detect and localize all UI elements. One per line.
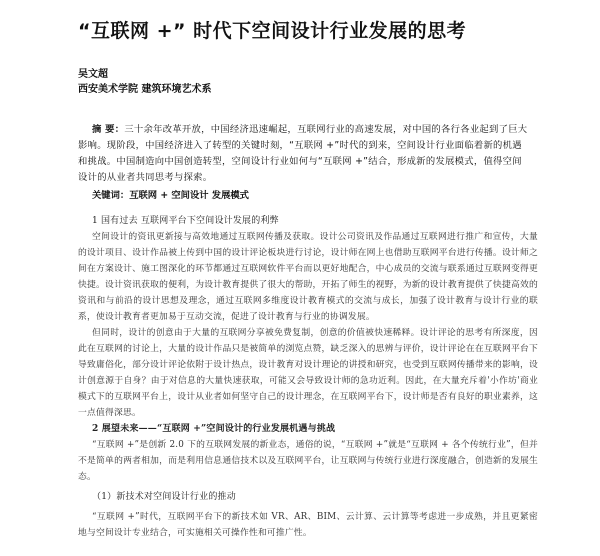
keywords-text: 互联网 + 空间设计 发展模式 [129, 190, 249, 201]
author-name: 吴文超 [78, 69, 108, 80]
abstract-label: 摘 要： [92, 124, 125, 135]
keywords [92, 187, 249, 201]
keywords-label: 关键词： [92, 190, 130, 201]
section-1-heading: 1 国有过去 互联网平台下空间设计发展的利弊 [92, 216, 279, 226]
abstract [78, 122, 528, 186]
paragraph-1: 空间设计的资讯更新接与高效地通过互联网传播及获取。设计公司资讯及作品通过互联网进行推广和宣传，大量的设计项目、设计作品被上传到中国的设计评论板块进行讨论，设计师在网上也借助互联网平台进行传播。设计师之间在方案设计、施工图深化的环节都通过互联网软件平台而以更好地配合，中心成员的交流与联系通过互联网变得更快捷。设计资讯获取的便利，为设计教育提供了很大的帮助，开拓了师生的视野，为新的设计教育提供了快捷高效的资讯和与前沿的设计思想及理念，通过互联网多维度设计教育模式的交流与成长，加强了设计教育与设计行业的联系，使设计教育者更加易于互动交流，促进了设计教育与行业的协调发展。 [78, 232, 538, 322]
paper-body [78, 213, 538, 541]
author-affiliation: 西安美术学院 建筑环境艺术系 [78, 84, 212, 95]
paper-title: “互联网 +” 时代下空间设计行业发展的思考 [78, 20, 467, 42]
paragraph-2: 但同时，设计的创意由于大量的互联网分享被免费复制，创意的价值被快速稀释。设计评论的思考有所深度，因此在互联网的讨论上，大量的设计作品只是被简单的浏览点赞，缺乏深入的思辨与评价，设计评论在在互联网平台下导致庸俗化，部分设计评论依附于设计热点，设计教育对设计理论的讲授和研究，也受到互联网传播带来的影响，设计创意源于自身？由于对信息的大量快速获取，可能又会导致设计师的急功近利。因此，在大量充斥着'小作坊'商业模式下的互联网平台上，设计从业者如何坚守自己的设计理念，在互联网平台下，设计师是否有良好的职业素养，这一点值得深思。 [78, 328, 538, 418]
section-2-heading: 2 展望未来——“互联网 +”空间设计的行业发展机遇与挑战 [92, 424, 336, 434]
abstract-text: 三十余年改革开放，中国经济迅速崛起，互联网行业的高速发展，对中国的各行各业起到了巨大影响。现阶段，中国经济进入了转型的关键时刻，“互联网 +”时代的到来，空间设计行业面临着新的机遇和挑战。中国制造向中国创造转型，空间设计行业如何与“互联网 +”结合，形成新的发展模式，值得空间设计的从业者共同思考与探索。 [78, 124, 528, 183]
subsection-1-heading: （1）新技术对空间设计行业的推动 [92, 492, 236, 502]
paragraph-3: “互联网 +”是创新 2.0 下的互联网发展的新业态，通俗的说，“互联网 +”就是“互联网 + 各个传统行业”，但并不是简单的两者相加，而是利用信息通信技术以及互联网平台，让互联网与传统行业进行深度融合，创造新的发展生态。 [78, 440, 538, 482]
paragraph-4: “互联网 +”时代，互联网平台下的新技术如 VR、AR、BIM、云计算、云计算等考虑进一步成熟，并且更紧密地与空间设计专业结合，可实施相关可操作性和可推广性。 [78, 512, 538, 538]
